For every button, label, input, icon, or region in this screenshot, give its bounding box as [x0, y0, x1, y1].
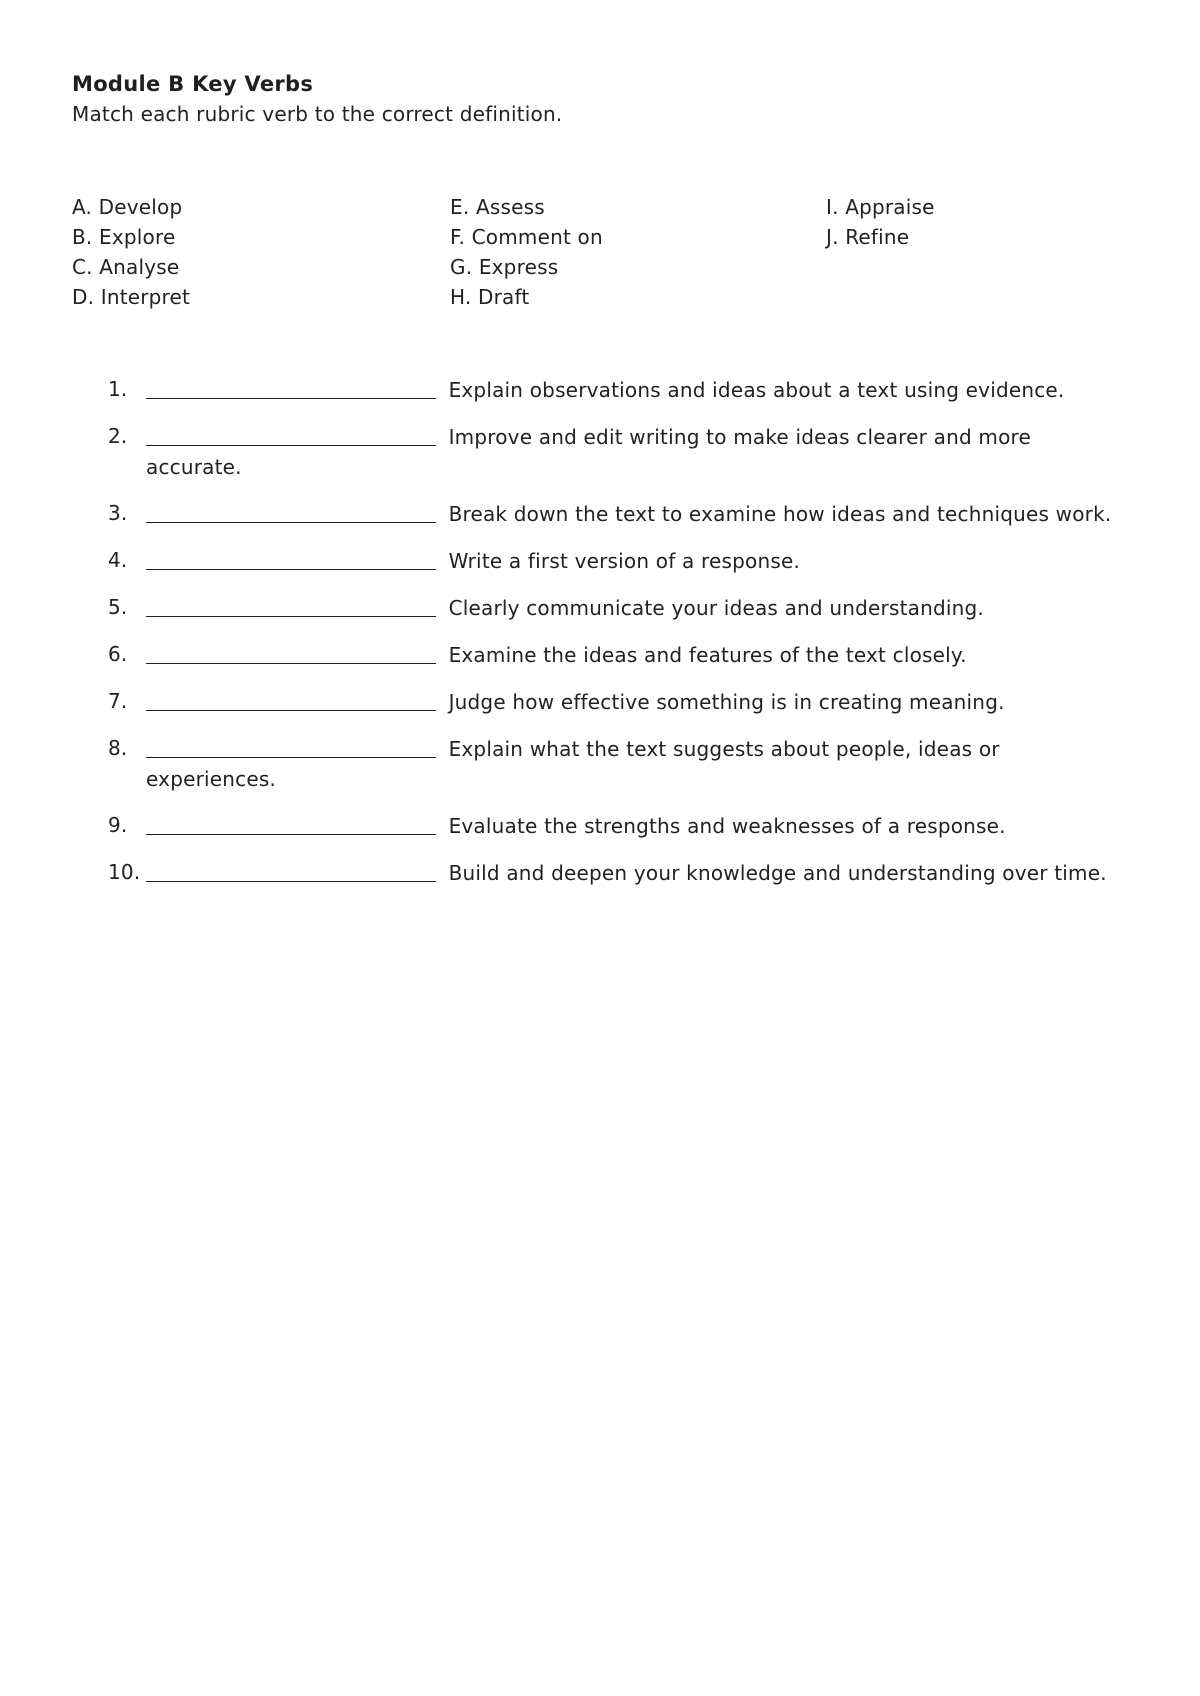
question-definition: Clearly communicate your ideas and understanding. [448, 596, 984, 620]
question-definition: Evaluate the strengths and weaknesses of a response. [448, 814, 1006, 838]
question-definition: Write a first version of a response. [448, 549, 801, 573]
answer-blank[interactable] [146, 688, 436, 711]
question-definition: Build and deepen your knowledge and understanding over time. [448, 861, 1107, 885]
verb-option: C. Analyse [72, 255, 180, 279]
question-definition: Judge how effective something is in creating meaning. [448, 690, 1005, 714]
verb-option: B. Explore [72, 225, 176, 249]
answer-blank[interactable] [146, 859, 436, 882]
question-number: 1. [108, 377, 128, 401]
answer-blank[interactable] [146, 735, 436, 758]
verb-column-3 [826, 192, 1186, 252]
question-number: 6. [108, 642, 128, 666]
verb-column-2 [450, 192, 810, 312]
question-number: 9. [108, 813, 128, 837]
question-item [108, 545, 1128, 576]
question-number: 2. [108, 424, 128, 448]
verb-option: H. Draft [450, 285, 530, 309]
verb-column-1 [72, 192, 432, 312]
answer-blank[interactable] [146, 423, 436, 446]
question-item [108, 592, 1128, 623]
question-item [108, 857, 1128, 888]
verb-option: E. Assess [450, 195, 545, 219]
question-item [108, 421, 1128, 482]
verb-option: G. Express [450, 255, 559, 279]
question-number: 3. [108, 501, 128, 525]
question-item [108, 498, 1128, 529]
question-item [108, 810, 1128, 841]
question-item [108, 374, 1128, 405]
question-definition: Break down the text to examine how ideas and techniques work. [448, 502, 1112, 526]
verb-option: D. Interpret [72, 285, 191, 309]
question-number: 10. [108, 860, 141, 884]
question-definition: Examine the ideas and features of the text closely. [448, 643, 967, 667]
instructions: Match each rubric verb to the correct definition. [72, 102, 563, 126]
verb-option: A. Develop [72, 195, 183, 219]
answer-blank[interactable] [146, 376, 436, 399]
question-number: 4. [108, 548, 128, 572]
question-list [108, 374, 1128, 904]
answer-blank[interactable] [146, 594, 436, 617]
page-title: Module B Key Verbs [72, 72, 314, 96]
answer-blank[interactable] [146, 500, 436, 523]
question-number: 7. [108, 689, 128, 713]
verb-option: F. Comment on [450, 225, 603, 249]
question-item [108, 639, 1128, 670]
verb-option: J. Refine [826, 225, 910, 249]
question-number: 5. [108, 595, 128, 619]
answer-blank[interactable] [146, 547, 436, 570]
question-number: 8. [108, 736, 128, 760]
answer-blank[interactable] [146, 641, 436, 664]
question-definition: Explain what the text suggests about people, ideas or experiences. [146, 737, 1000, 791]
verb-option: I. Appraise [826, 195, 935, 219]
question-definition: Improve and edit writing to make ideas clearer and more accurate. [146, 425, 1032, 479]
answer-blank[interactable] [146, 812, 436, 835]
question-definition: Explain observations and ideas about a text using evidence. [448, 378, 1065, 402]
question-item [108, 733, 1128, 794]
question-item [108, 686, 1128, 717]
